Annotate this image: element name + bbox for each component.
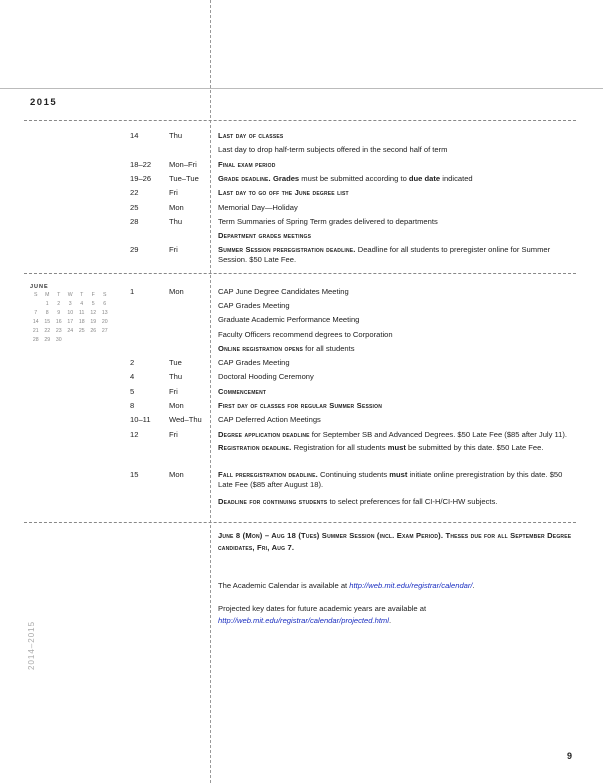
mini-calendar-day: 9: [57, 310, 61, 316]
entry-text-part: Last day to go off the June degree list: [218, 188, 349, 197]
entry-weekday: Tue: [169, 358, 182, 367]
mini-calendar-day: 10: [67, 310, 74, 316]
entry-text-part: Last day of classes: [218, 131, 284, 140]
mini-calendar-weekday: M: [45, 292, 50, 298]
calendar-note-end: .: [472, 581, 475, 590]
entry-date: 14: [130, 131, 139, 140]
entry-text-part: must be submitted according to: [299, 174, 409, 183]
entry-text-part: Graduate Academic Performance Meeting: [218, 315, 360, 324]
entry-date: 2: [130, 358, 135, 367]
mini-calendar-day: 24: [67, 328, 74, 334]
mini-calendar-day: [30, 301, 42, 307]
mini-calendar-day: 6: [103, 301, 107, 307]
entry-description: [218, 217, 576, 227]
entry-date: 22: [130, 188, 139, 197]
entry-text-part: Faculty Officers recommend degrees to Corporation: [218, 330, 393, 339]
projected-link[interactable]: http://web.mit.edu/registrar/calendar/projected.html: [218, 616, 389, 625]
mini-calendar-day: 2: [57, 301, 61, 307]
entry-text-part: Final exam period: [218, 160, 276, 169]
entry-description: [218, 387, 576, 397]
projected-note-end: .: [388, 616, 392, 625]
mini-calendar-day: 28: [32, 337, 39, 343]
entry-description: [218, 131, 576, 141]
entry-weekday: Fri: [169, 188, 178, 197]
entry-description: [218, 401, 576, 411]
mini-calendar-day: 26: [90, 328, 97, 334]
entry-text-part: Degree application deadline: [218, 430, 310, 439]
entry-text-part: for September SB and Advanced Degrees. $50 Late Fee ($85 after July 11).: [309, 430, 568, 439]
mini-calendar-day: 18: [78, 319, 85, 325]
mini-calendar-day: 7: [34, 310, 38, 316]
entry-date: 15: [130, 470, 139, 479]
entry-description: [218, 287, 576, 297]
entry-weekday: Wed–Thu: [169, 415, 202, 424]
entry-text-part: Fall preregistration deadline.: [218, 470, 318, 479]
entry-weekday: Mon: [169, 401, 184, 410]
mini-calendar-day: 11: [79, 310, 85, 316]
mini-calendar-june: [30, 284, 111, 343]
entry-weekday: Mon–Fri: [169, 160, 197, 169]
entry-weekday: Fri: [169, 430, 178, 439]
mini-calendar-day: 3: [68, 301, 72, 307]
entry-text-part: Grades: [272, 174, 300, 183]
entry-weekday: Mon: [169, 287, 184, 296]
entry-text-part: Online registration opens: [218, 344, 304, 353]
summer-session-note: June 8 (Mon) – Aug 18 (Tues) Summer Session (incl. Exam Period). Theses due for all September Degree candidates, Fri, Aug 7.: [218, 531, 572, 552]
mini-calendar-day: 13: [101, 310, 108, 316]
mini-calendar-day: 23: [55, 328, 62, 334]
section-divider-notes: [24, 522, 576, 523]
mini-calendar-day: 29: [44, 337, 51, 343]
mini-calendar-day: 14: [32, 319, 39, 325]
entry-date: 29: [130, 245, 139, 254]
entry-text-part: Term Summaries of Spring Term grades delivered to departments: [218, 217, 438, 226]
entry-text-part: Deadline for continuing students: [218, 497, 328, 506]
entry-description: [218, 443, 576, 453]
entry-text-part: Continuing students: [317, 470, 390, 479]
entry-text-part: Commencement: [218, 387, 267, 396]
entry-date: 18–22: [130, 160, 152, 169]
mini-calendar-day: 16: [55, 319, 62, 325]
entry-text-part: for all students: [303, 344, 355, 353]
entry-weekday: Tue–Tue: [169, 174, 199, 183]
entry-weekday: Fri: [169, 245, 178, 254]
entry-date: 28: [130, 217, 139, 226]
mini-calendar-weekday: S: [103, 292, 107, 298]
mini-calendar-day: 17: [67, 319, 74, 325]
academic-year-side-label: 2014–2015: [27, 620, 36, 670]
entry-description: [218, 344, 576, 354]
entry-text-part: Deadline for all students to preregister online for Summer Session. $50 Late Fee.: [218, 245, 551, 264]
top-rule: [0, 88, 603, 89]
calendar-availability-note: [218, 580, 578, 592]
entry-text-part: Last day to drop half-term subjects offered in the second half of term: [218, 145, 448, 154]
entry-text-part: Department grades meetings: [218, 231, 312, 240]
mini-calendar-weekday: F: [91, 292, 95, 298]
mini-calendar-weekday: W: [67, 292, 73, 298]
entry-description: [218, 330, 576, 340]
section-divider-may: [24, 120, 576, 121]
entry-weekday: Thu: [169, 372, 183, 381]
entry-text-part: Summer Session preregistration deadline.: [218, 245, 356, 254]
mini-calendar-weekday: T: [80, 292, 84, 298]
entry-description: [218, 174, 576, 184]
projected-note-text: Projected key dates for future academic years are available at: [218, 604, 427, 613]
mini-calendar-weekday: T: [57, 292, 61, 298]
year-heading: 2015: [30, 97, 58, 108]
mini-calendar-day: 21: [32, 328, 39, 334]
entry-date: 10–11: [130, 415, 151, 424]
entry-text-part: must: [389, 470, 408, 479]
entry-description: [218, 231, 576, 241]
mini-calendar-day: 22: [44, 328, 51, 334]
mini-calendar-day: 30: [55, 337, 62, 343]
mini-calendar-day: 15: [44, 319, 51, 325]
entry-text-part: Doctoral Hooding Ceremony: [218, 372, 314, 381]
entry-description: [218, 301, 576, 311]
entry-date: 25: [130, 203, 139, 212]
entry-text-part: Registration deadline.: [218, 443, 292, 452]
entry-weekday: Mon: [169, 470, 184, 479]
entry-description: [218, 188, 576, 198]
mini-calendar-day: 4: [80, 301, 84, 307]
entry-text-part: CAP June Degree Candidates Meeting: [218, 287, 349, 296]
calendar-link[interactable]: http://web.mit.edu/registrar/calendar/: [349, 581, 473, 590]
entry-description: [218, 358, 576, 368]
entry-text-part: Memorial Day—Holiday: [218, 203, 298, 212]
entry-description: [218, 315, 576, 325]
entry-date: 8: [130, 401, 135, 410]
mini-calendar-grid: [30, 292, 111, 343]
entry-date: 1: [130, 287, 135, 296]
entry-weekday: Thu: [169, 131, 183, 140]
entry-text-part: Registration for all students: [291, 443, 388, 452]
entry-description: [218, 497, 576, 507]
entry-text-part: initiate online preregistration by this date. $50 Late Fee ($85 after August 18).: [218, 470, 563, 489]
entry-description: [218, 415, 576, 425]
mini-calendar-day: 8: [45, 310, 49, 316]
projected-dates-note: [218, 603, 578, 627]
entry-text-part: CAP Grades Meeting: [218, 301, 290, 310]
entry-description: [218, 145, 576, 155]
entry-text-part: to select preferences for fall CI-H/CI-HW subjects.: [327, 497, 498, 506]
entry-description: [218, 470, 576, 490]
entry-date: 4: [130, 372, 135, 381]
entry-text-part: be submitted by this date. $50 Late Fee.: [405, 443, 544, 452]
entry-text-part: First day of classes for regular Summer Session: [218, 401, 383, 410]
entry-text-part: indicated: [440, 174, 473, 183]
entry-date: 12: [130, 430, 139, 439]
entry-date: 5: [130, 387, 135, 396]
column-divider: [210, 0, 211, 783]
entry-text-part: CAP Deferred Action Meetings: [218, 415, 321, 424]
mini-calendar-title: JUNE: [30, 284, 49, 290]
mini-calendar-day: 20: [101, 319, 108, 325]
entry-description: [218, 430, 576, 440]
page-number: 9: [567, 751, 573, 761]
mini-calendar-day: 1: [45, 301, 49, 307]
entry-weekday: Mon: [169, 203, 184, 212]
entry-weekday: Thu: [169, 217, 183, 226]
entry-description: [218, 245, 576, 265]
entry-text-part: Grade deadline.: [218, 174, 271, 183]
mini-calendar-day: 5: [91, 301, 95, 307]
mini-calendar-day: 25: [78, 328, 85, 334]
mini-calendar-day: 27: [101, 328, 108, 334]
mini-calendar-weekday: S: [34, 292, 38, 298]
entry-date: 19–26: [130, 174, 152, 183]
entry-description: [218, 203, 576, 213]
section-divider-june: [24, 273, 576, 274]
entry-description: [218, 372, 576, 382]
mini-calendar-day: 12: [90, 310, 97, 316]
calendar-note-text: The Academic Calendar is available at: [218, 581, 350, 590]
entry-weekday: Fri: [169, 387, 178, 396]
entry-text-part: due date: [408, 174, 441, 183]
mini-calendar-day: 19: [90, 319, 97, 325]
entry-description: [218, 160, 576, 170]
entry-text-part: CAP Grades Meeting: [218, 358, 290, 367]
entry-text-part: must: [387, 443, 406, 452]
